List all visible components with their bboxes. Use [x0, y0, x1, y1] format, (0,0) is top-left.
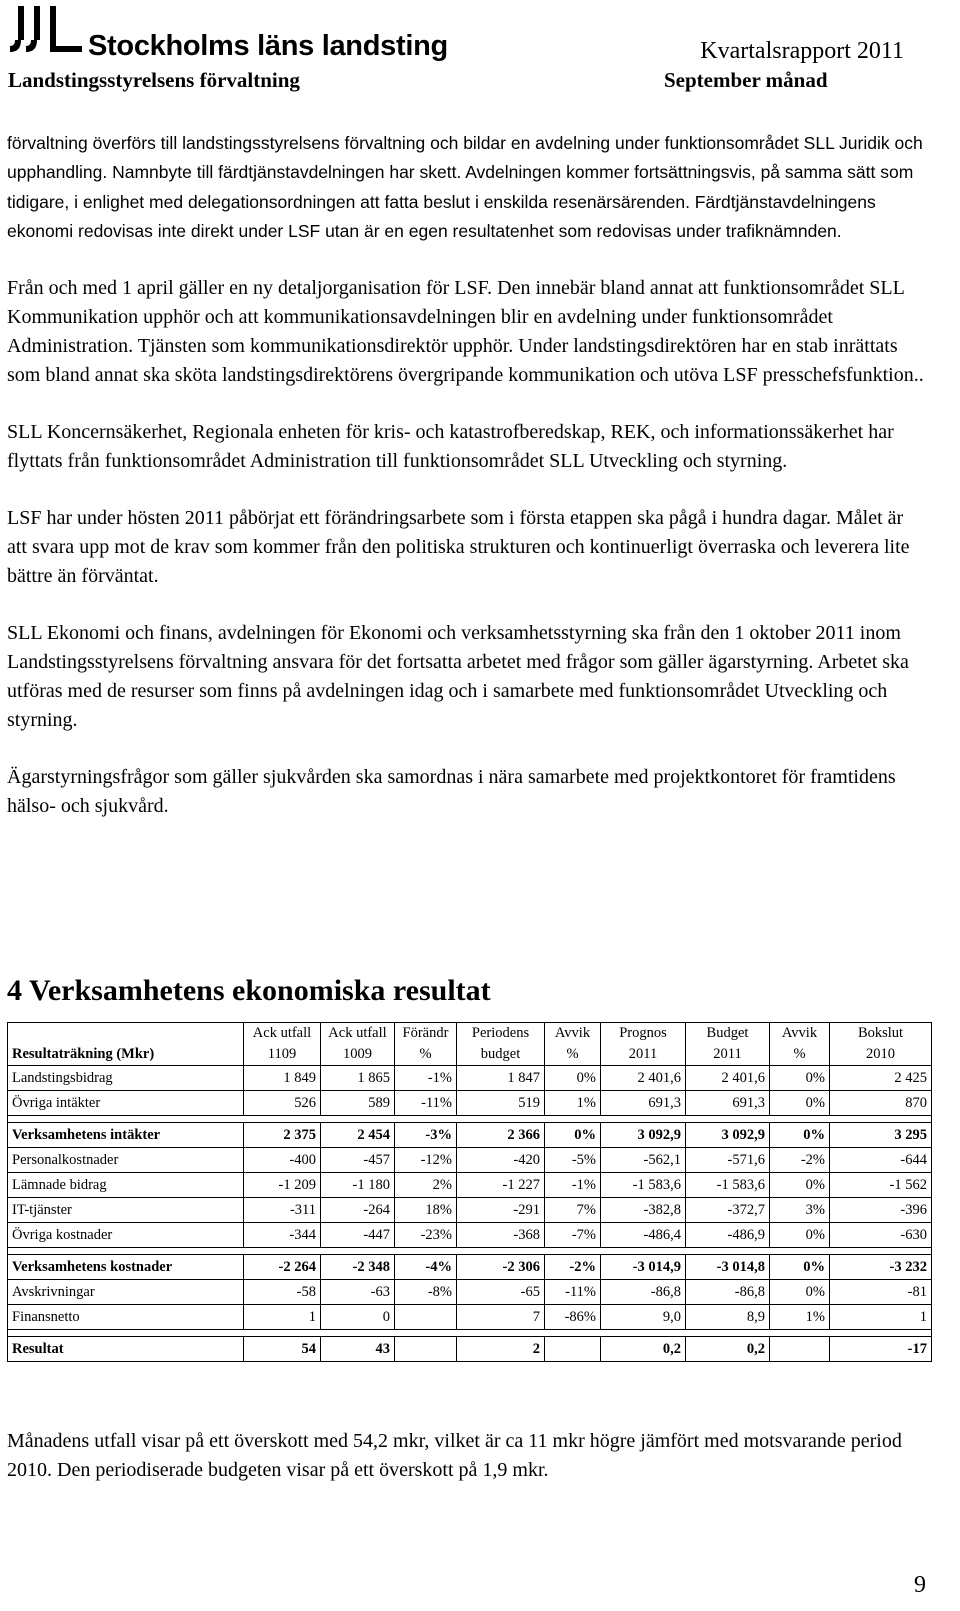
paragraph-2: SLL Koncernsäkerhet, Regionala enheten för kris- och katastrofberedskap, REK, och informationssäkerhet har flyttats från funktionsområdet Administration till funktionsområdet SLL Utveckling och styrning.	[7, 421, 894, 473]
table-cell: 1 847	[457, 1066, 545, 1091]
table-cell: 0%	[545, 1123, 601, 1148]
table-cell: 0%	[770, 1223, 830, 1248]
table-cell: -17	[830, 1337, 932, 1362]
table-cell: 0%	[545, 1066, 601, 1091]
table-cell: 3 295	[830, 1123, 932, 1148]
table-cell: -86,8	[601, 1280, 686, 1305]
table-cell: 3%	[770, 1198, 830, 1223]
column-header-line2: 1109	[244, 1044, 321, 1066]
table-cell: 0%	[770, 1066, 830, 1091]
table-row	[8, 1066, 932, 1091]
table-cell: -2 348	[321, 1255, 395, 1280]
column-header-line2: %	[395, 1044, 457, 1066]
income-statement-table	[7, 1022, 932, 1362]
table-cell: 0%	[770, 1123, 830, 1148]
report-title: Kvartalsrapport 2011	[700, 38, 904, 64]
table-cell: -344	[244, 1223, 321, 1248]
table-row	[8, 1255, 932, 1280]
row-label: Resultat	[8, 1337, 244, 1362]
table-cell: -382,8	[601, 1198, 686, 1223]
table-cell: -1%	[545, 1173, 601, 1198]
department-name: Landstingsstyrelsens förvaltning	[8, 68, 300, 92]
table-cell: 2 366	[457, 1123, 545, 1148]
paragraph-1: Från och med 1 april gäller en ny detaljorganisation för LSF. Den innebär bland annat att funktionsområdet SLL Kommunikation upphör och att kommunikationsavdelningen blir en avdelning under funktionsområdet Administration. Tjänsten som kommunikationsdirektör upphör. Under landstingsdirektören har en stab inrättats som bland annat ska sköta landstingsdirektörens övergripande kommunikation och utöva LSF presschefsfunktion..	[7, 277, 924, 387]
table-cell: 0,2	[686, 1337, 770, 1362]
table-cell	[395, 1337, 457, 1362]
table-cell: 1%	[770, 1305, 830, 1330]
row-label: IT-tjänster	[8, 1198, 244, 1223]
table-row	[8, 1148, 932, 1173]
row-label: Lämnade bidrag	[8, 1173, 244, 1198]
table-row	[8, 1223, 932, 1248]
row-label: Övriga kostnader	[8, 1223, 244, 1248]
page-header	[0, 0, 960, 110]
table-cell: 870	[830, 1091, 932, 1116]
table-cell: -12%	[395, 1148, 457, 1173]
table-cell: 691,3	[601, 1091, 686, 1116]
table-cell: 0%	[770, 1280, 830, 1305]
column-header-line2: 2011	[601, 1044, 686, 1066]
table-cell	[395, 1305, 457, 1330]
column-header-line1: Budget	[686, 1023, 770, 1045]
table-cell: 0,2	[601, 1337, 686, 1362]
column-header-line1: Ack utfall	[321, 1023, 395, 1045]
row-label: Övriga intäkter	[8, 1091, 244, 1116]
column-header-line2: 2011	[686, 1044, 770, 1066]
table-cell: -2%	[545, 1255, 601, 1280]
row-label: Finansnetto	[8, 1305, 244, 1330]
table-cell: 3 092,9	[601, 1123, 686, 1148]
paragraph-4: SLL Ekonomi och finans, avdelningen för Ekonomi och verksamhetsstyrning ska från den 1 oktober 2011 inom Landstingsstyrelsens förvaltning ansvara för det fortsatta arbetet med frågor som gäller ägarstyrning. Arbetet ska utföras med de resurser som finns på avdelningen idag och i samarbete med funktionsområdet Utveckling och styrning.	[7, 622, 909, 732]
table-cell: -1 209	[244, 1173, 321, 1198]
section-heading: 4 Verksamhetens ekonomiska resultat	[7, 974, 491, 1007]
table-cell: -86,8	[686, 1280, 770, 1305]
table-cell: -3 014,9	[601, 1255, 686, 1280]
body-text	[7, 129, 927, 849]
table-header-row	[8, 1023, 932, 1045]
table-cell: 3 092,9	[686, 1123, 770, 1148]
table-cell: -447	[321, 1223, 395, 1248]
table-spacer-row	[8, 1248, 932, 1255]
row-label: Avskrivningar	[8, 1280, 244, 1305]
table-cell: -1%	[395, 1066, 457, 1091]
column-header-line1: Ack utfall	[244, 1023, 321, 1045]
table-cell: 2 401,6	[686, 1066, 770, 1091]
organization-name: Stockholms läns landsting	[88, 30, 448, 62]
column-header-line2: 2010	[830, 1044, 932, 1066]
table-cell: 2 425	[830, 1066, 932, 1091]
table-cell: -571,6	[686, 1148, 770, 1173]
column-header-line2: %	[545, 1044, 601, 1066]
summary-paragraph: Månadens utfall visar på ett överskott med 54,2 mkr, vilket är ca 11 mkr högre jämfört med motsvarande period 2010. Den periodiserade budgeten visar på ett överskott på 1,9 mkr.	[7, 1430, 902, 1481]
table-cell: -7%	[545, 1223, 601, 1248]
table-cell: -368	[457, 1223, 545, 1248]
table-cell: 7%	[545, 1198, 601, 1223]
table-row	[8, 1337, 932, 1362]
column-header-line2: budget	[457, 1044, 545, 1066]
table-spacer-row	[8, 1330, 932, 1337]
table-cell: -81	[830, 1280, 932, 1305]
table-cell: -2 264	[244, 1255, 321, 1280]
report-month: September månad	[664, 68, 828, 92]
table-cell: 1%	[545, 1091, 601, 1116]
table-cell: 519	[457, 1091, 545, 1116]
table-cell: 691,3	[686, 1091, 770, 1116]
table-cell: 7	[457, 1305, 545, 1330]
table-cell: -63	[321, 1280, 395, 1305]
table-cell: 1	[244, 1305, 321, 1330]
column-header-line2: 1009	[321, 1044, 395, 1066]
table-cell: 1 865	[321, 1066, 395, 1091]
table-cell: -2%	[770, 1148, 830, 1173]
row-label: Verksamhetens intäkter	[8, 1123, 244, 1148]
table-cell: -1 180	[321, 1173, 395, 1198]
table-cell: -5%	[545, 1148, 601, 1173]
table-cell: 2 401,6	[601, 1066, 686, 1091]
table-row	[8, 1198, 932, 1223]
table-cell: 1	[830, 1305, 932, 1330]
table-cell: -3 232	[830, 1255, 932, 1280]
row-label: Verksamhetens kostnader	[8, 1255, 244, 1280]
table-cell: 0%	[770, 1091, 830, 1116]
table-cell: -65	[457, 1280, 545, 1305]
table-cell	[770, 1337, 830, 1362]
table-cell: -1 583,6	[601, 1173, 686, 1198]
table-cell: -2 306	[457, 1255, 545, 1280]
table-cell: 2 454	[321, 1123, 395, 1148]
table-cell: 2 375	[244, 1123, 321, 1148]
table-cell: -86%	[545, 1305, 601, 1330]
table-cell: -4%	[395, 1255, 457, 1280]
table-cell: 54	[244, 1337, 321, 1362]
table-cell: 2%	[395, 1173, 457, 1198]
table-spacer-row	[8, 1116, 932, 1123]
table-cell: 526	[244, 1091, 321, 1116]
table-cell: -400	[244, 1148, 321, 1173]
table-cell: -1 227	[457, 1173, 545, 1198]
column-header-line1: Förändr	[395, 1023, 457, 1045]
table-cell: -1 562	[830, 1173, 932, 1198]
column-header-line1: Periodens	[457, 1023, 545, 1045]
paragraph-5: Ägarstyrningsfrågor som gäller sjukvården ska samordnas i nära samarbete med projektkontoret för framtidens hälso- och sjukvård.	[7, 766, 896, 818]
table-cell: 18%	[395, 1198, 457, 1223]
paragraph-3: LSF har under hösten 2011 påbörjat ett förändringsarbete som i första etappen ska pågå i hundra dagar. Målet är att svara upp mot de krav som kommer från den politiska strukturen och kontinuerligt överraska och leverera lite bättre än förväntat.	[7, 507, 910, 588]
table-spacer-cell	[8, 1330, 932, 1337]
table-cell: -58	[244, 1280, 321, 1305]
table-cell: -372,7	[686, 1198, 770, 1223]
intro-paragraph: förvaltning överförs till landstingsstyrelsens förvaltning och bildar en avdelning under funktionsområdet SLL Juridik och upphandling. Namnbyte till färdtjänstavdelningen har skett. Avdelningen kommer fortsättningsvis, på samma sätt som tidigare, i enlighet med delegationsordningen att fatta beslut i enskilda resenärsärenden. Färdtjänstavdelningens ekonomi redovisas inte direkt under LSF utan är en egen resultatenhet som redovisas under trafiknämnden.	[7, 133, 923, 241]
table-cell: -420	[457, 1148, 545, 1173]
table-cell: -8%	[395, 1280, 457, 1305]
table-spacer-cell	[8, 1116, 932, 1123]
row-label: Personalkostnader	[8, 1148, 244, 1173]
table-cell: -291	[457, 1198, 545, 1223]
table-cell: 2	[457, 1337, 545, 1362]
table-spacer-cell	[8, 1248, 932, 1255]
table-cell: 43	[321, 1337, 395, 1362]
table-cell: -3%	[395, 1123, 457, 1148]
row-header-label: Resultaträkning (Mkr)	[8, 1044, 244, 1066]
column-header-line1: Bokslut	[830, 1023, 932, 1045]
table-row	[8, 1280, 932, 1305]
table-row	[8, 1173, 932, 1198]
column-header-line1: Avvik	[770, 1023, 830, 1045]
table-header-cell	[8, 1023, 244, 1045]
table-cell: -3 014,8	[686, 1255, 770, 1280]
table-cell: 0%	[770, 1173, 830, 1198]
table-cell: -311	[244, 1198, 321, 1223]
table-cell: 589	[321, 1091, 395, 1116]
table-row	[8, 1123, 932, 1148]
table-cell: -11%	[545, 1280, 601, 1305]
table-cell: -630	[830, 1223, 932, 1248]
table-cell: 1 849	[244, 1066, 321, 1091]
table-cell: -486,4	[601, 1223, 686, 1248]
table-cell: -486,9	[686, 1223, 770, 1248]
column-header-line1: Prognos	[601, 1023, 686, 1045]
table-cell: -11%	[395, 1091, 457, 1116]
table-row	[8, 1091, 932, 1116]
table-header-row	[8, 1044, 932, 1066]
row-label: Landstingsbidrag	[8, 1066, 244, 1091]
table-cell	[545, 1337, 601, 1362]
column-header-line1: Avvik	[545, 1023, 601, 1045]
table-cell: 0%	[770, 1255, 830, 1280]
table-cell: -1 583,6	[686, 1173, 770, 1198]
table-cell: -644	[830, 1148, 932, 1173]
table-cell: -457	[321, 1148, 395, 1173]
sll-logo-icon	[8, 4, 88, 60]
page-number: 9	[914, 1572, 926, 1598]
table-cell: -23%	[395, 1223, 457, 1248]
table-cell: 8,9	[686, 1305, 770, 1330]
table-cell: -562,1	[601, 1148, 686, 1173]
table-cell: 9,0	[601, 1305, 686, 1330]
table-cell: 0	[321, 1305, 395, 1330]
table-cell: -396	[830, 1198, 932, 1223]
table-row	[8, 1305, 932, 1330]
table-cell: -264	[321, 1198, 395, 1223]
column-header-line2: %	[770, 1044, 830, 1066]
